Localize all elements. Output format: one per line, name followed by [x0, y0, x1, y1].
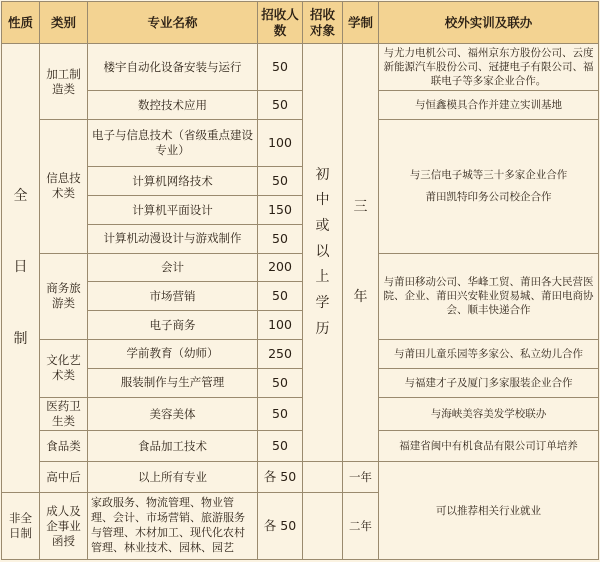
vertical-char: 上 — [315, 269, 330, 286]
header-count: 招收人数 — [258, 2, 303, 44]
major-count: 150 — [258, 196, 303, 225]
header-duration: 学制 — [343, 2, 379, 44]
vertical-char: 或 — [315, 218, 330, 235]
nature-full-time — [2, 44, 40, 493]
table-row — [2, 91, 599, 120]
major-count: 100 — [258, 120, 303, 167]
header-major: 专业名称 — [88, 2, 258, 44]
category-it: 信息技术类 — [40, 120, 88, 254]
partner-info: 与海峡美容美发学校联办 — [379, 397, 599, 431]
table-row — [2, 462, 599, 493]
major-name: 计算机网络技术 — [88, 167, 258, 196]
vertical-char: 日 — [13, 259, 28, 276]
partner-info: 与莆田移动公司、华峰工贸、莆田各大民营医院、企业、莆田兴安鞋业贸易城、莆田电商协会、顺丰快递合作 — [379, 253, 599, 339]
category-manufacturing: 加工制造类 — [40, 44, 88, 120]
category-senior: 高中后 — [40, 462, 88, 493]
major-count: 50 — [258, 224, 303, 253]
nature-part-time: 非全日制 — [2, 493, 40, 560]
major-count: 50 — [258, 431, 303, 462]
table-row — [2, 397, 599, 431]
enroll-target — [303, 44, 343, 462]
major-count: 50 — [258, 167, 303, 196]
partner-info: 与莆田儿童乐园等多家公、私立幼儿合作 — [379, 340, 599, 369]
header-category: 类别 — [40, 2, 88, 44]
header-partners: 校外实训及联办 — [379, 2, 599, 44]
duration-one-year: 一年 — [343, 462, 379, 493]
enrollment-table — [1, 1, 599, 560]
table-row — [2, 368, 599, 397]
category-adult: 成人及企事业函授 — [40, 493, 88, 560]
partner-info: 可以推荐相关行业就业 — [379, 462, 599, 560]
partner-info: 莆田凯特印务公司校企合作 — [425, 191, 552, 204]
table-row — [2, 44, 599, 91]
duration-three-years — [343, 44, 379, 462]
major-count: 50 — [258, 91, 303, 120]
category-medical: 医药卫生类 — [40, 397, 88, 431]
major-name: 电子与信息技术（省级重点建设专业） — [88, 120, 258, 167]
partner-info: 与尤力电机公司、福州京东方股份公司、云度新能源汽车股份公司、冠捷电子有限公司、福联电子等多家企业合作。 — [379, 44, 599, 91]
table-row — [2, 340, 599, 369]
header-target: 招收对象 — [303, 2, 343, 44]
vertical-char: 年 — [353, 288, 368, 305]
major-count: 200 — [258, 253, 303, 282]
major-name: 学前教育（幼师） — [88, 340, 258, 369]
header-row — [2, 2, 599, 44]
category-culture: 文化艺术类 — [40, 340, 88, 398]
major-count: 250 — [258, 340, 303, 369]
vertical-char: 以 — [315, 243, 330, 260]
major-name: 电子商务 — [88, 311, 258, 340]
duration-two-years: 二年 — [343, 493, 379, 560]
major-name: 美容美体 — [88, 397, 258, 431]
major-name: 以上所有专业 — [88, 462, 258, 493]
major-name: 楼宇自动化设备安装与运行 — [88, 44, 258, 91]
major-name: 家政服务、物流管理、物业管理、会计、市场营销、旅游服务与管理、木材加工、现代化农村管理、林业技术、园林、园艺 — [88, 493, 258, 560]
vertical-char: 全 — [13, 187, 28, 204]
major-count: 各 50 — [258, 462, 303, 493]
table-row — [2, 431, 599, 462]
vertical-char: 制 — [13, 330, 28, 347]
major-name: 服装制作与生产管理 — [88, 368, 258, 397]
major-name: 数控技术应用 — [88, 91, 258, 120]
vertical-char: 初 — [315, 166, 330, 183]
partner-info-it — [379, 120, 599, 254]
major-name: 食品加工技术 — [88, 431, 258, 462]
table-row — [2, 253, 599, 282]
major-count: 100 — [258, 311, 303, 340]
category-business: 商务旅游类 — [40, 253, 88, 339]
partner-info: 与恒鑫模具合作并建立实训基地 — [379, 91, 599, 120]
category-food: 食品类 — [40, 431, 88, 462]
enroll-target-empty — [303, 493, 343, 560]
major-name: 计算机平面设计 — [88, 196, 258, 225]
partner-info: 与三信电子城等三十多家企业合作 — [409, 169, 568, 182]
table-row — [2, 120, 599, 167]
vertical-char: 历 — [315, 320, 330, 337]
header-nature: 性质 — [2, 2, 40, 44]
vertical-char: 学 — [315, 295, 330, 312]
major-count: 50 — [258, 44, 303, 91]
enroll-target-empty — [303, 462, 343, 493]
major-count: 各 50 — [258, 493, 303, 560]
major-name: 市场营销 — [88, 282, 258, 311]
partner-info: 福建省闽中有机食品有限公司订单培养 — [379, 431, 599, 462]
major-count: 50 — [258, 368, 303, 397]
major-name: 会计 — [88, 253, 258, 282]
partner-info: 与福建才子及厦门多家服装企业合作 — [379, 368, 599, 397]
major-count: 50 — [258, 397, 303, 431]
major-name: 计算机动漫设计与游戏制作 — [88, 224, 258, 253]
vertical-char: 中 — [315, 192, 330, 209]
major-count: 50 — [258, 282, 303, 311]
vertical-char: 三 — [353, 199, 368, 216]
